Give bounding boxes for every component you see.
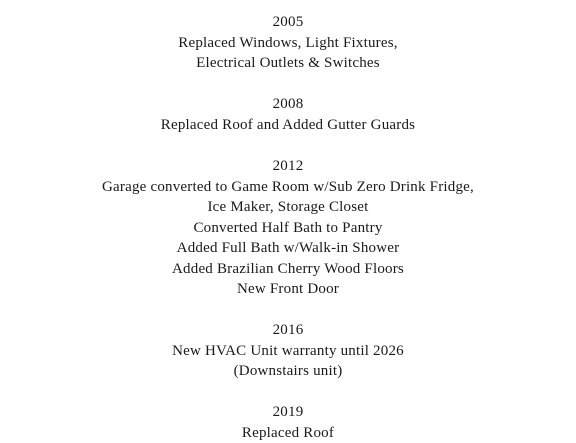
update-item: Ice Maker, Storage Closet	[207, 199, 369, 215]
update-item: Electrical Outlets & Switches	[196, 55, 380, 71]
update-item: Converted Half Bath to Pantry	[193, 220, 383, 236]
year-heading-2012: 2012	[272, 158, 304, 174]
year-heading-2005: 2005	[272, 14, 304, 30]
update-item: Replaced Windows, Light Fixtures,	[178, 35, 398, 51]
update-item: Garage converted to Game Room w/Sub Zero Drink Fridge,	[102, 179, 474, 195]
update-item: Added Brazilian Cherry Wood Floors	[172, 261, 404, 277]
year-heading-2008: 2008	[272, 96, 304, 112]
year-heading-2016: 2016	[272, 322, 304, 338]
update-item: Replaced Roof	[241, 425, 335, 441]
update-item: Replaced Roof and Added Gutter Guards	[160, 117, 416, 133]
update-item: New HVAC Unit warranty until 2026	[172, 343, 404, 359]
year-heading-2019: 2019	[272, 404, 304, 420]
update-item: Added Full Bath w/Walk-in Shower	[176, 240, 400, 256]
update-item: New Front Door	[237, 281, 339, 297]
update-item: (Downstairs unit)	[233, 363, 343, 379]
